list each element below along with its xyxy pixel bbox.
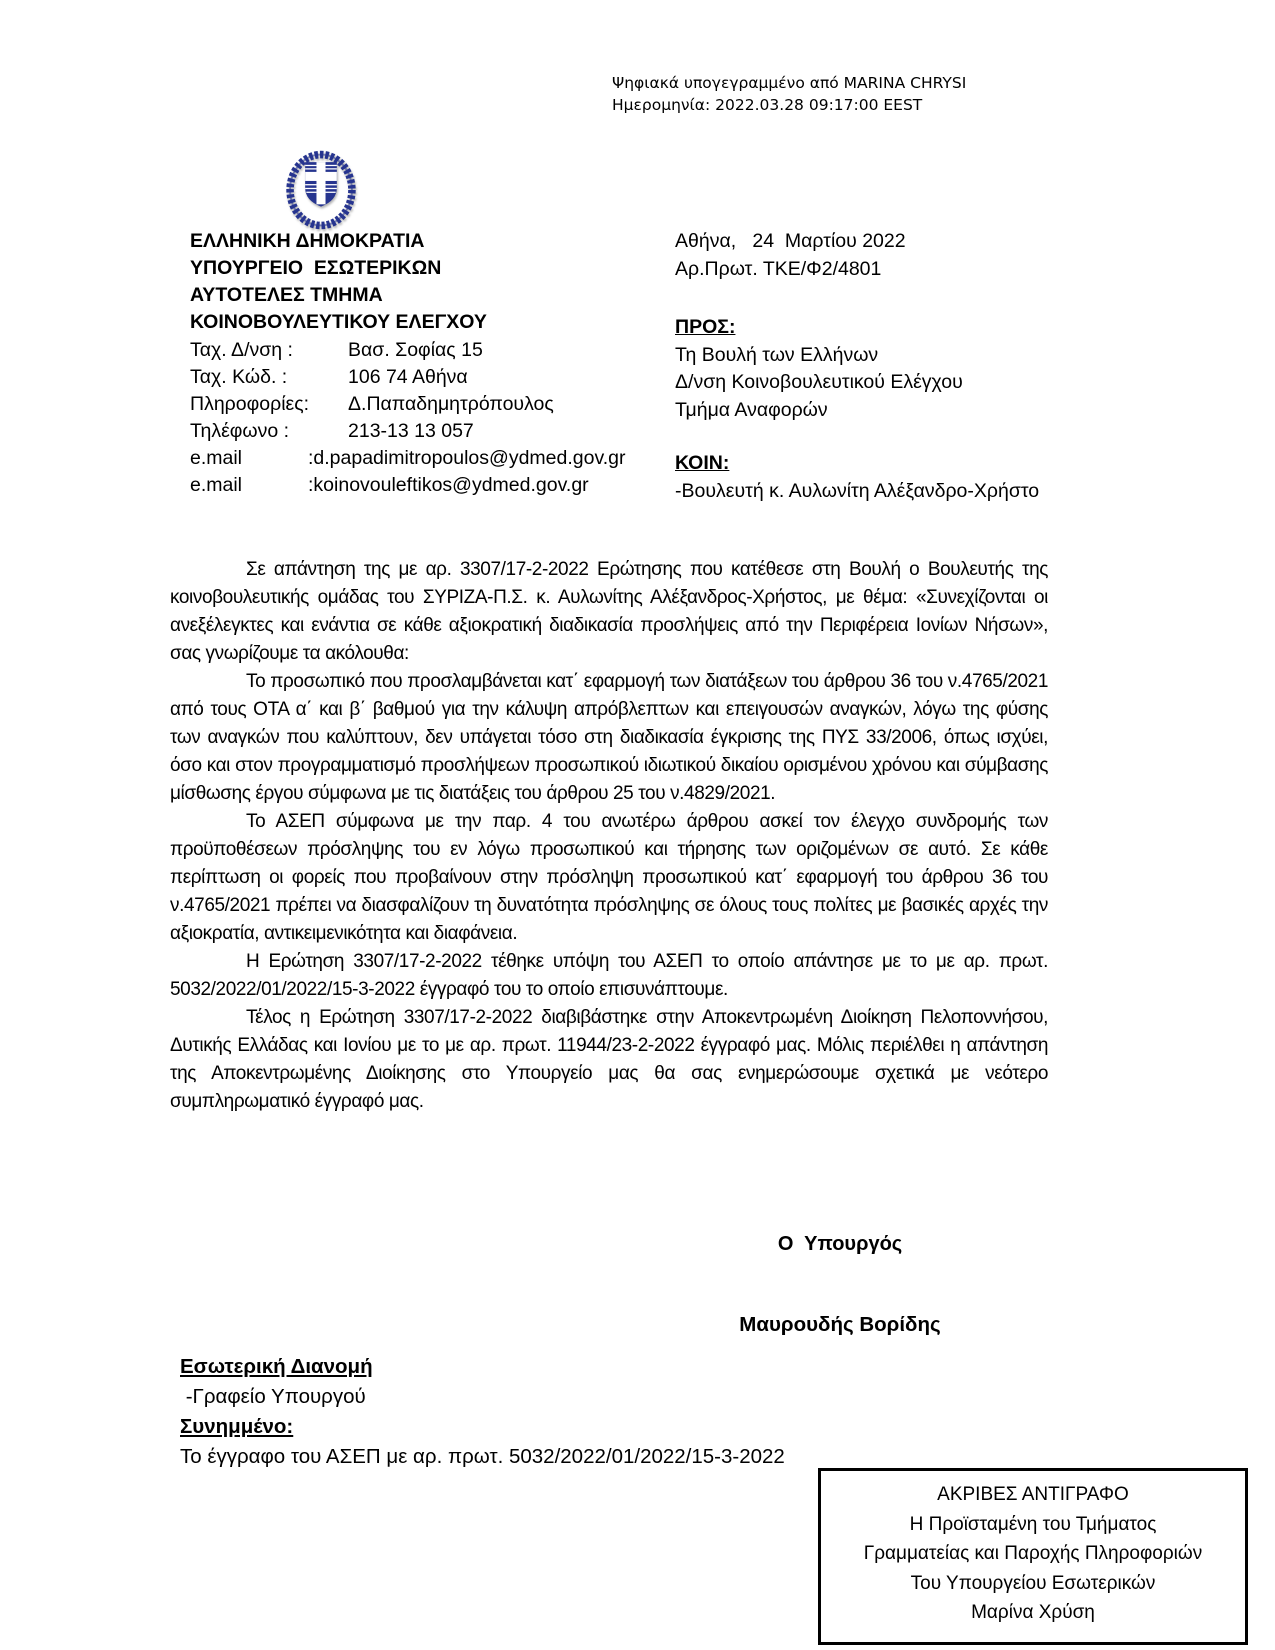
contact-label: Πληροφορίες: [190, 393, 310, 415]
date-line: Αθήνα, 24 Μαρτίου 2022 [675, 230, 906, 252]
contact-row-postal-code [190, 364, 660, 391]
contact-label: Ταχ. Δ/νση : [190, 339, 293, 361]
digital-signature-line: Ψηφιακά υπογεγραμμένο από MARINA CHRYSI [612, 74, 967, 92]
org-line-division: ΚΟΙΝΟΒΟΥΛΕΥΤΙΚΟΥ ΕΛΕΓΧΟΥ [190, 311, 487, 333]
signoff-title: Ο Υπουργός [777, 1233, 903, 1255]
cc-line: -Βουλευτή κ. Αυλωνίτη Αλέξανδρο-Χρήστο [675, 479, 1040, 502]
certified-copy-title: ΑΚΡΙΒΕΣ ΑΝΤΙΓΡΑΦΟ [937, 1484, 1129, 1505]
org-line-republic: ΕΛΛΗΝΙΚΗ ΔΗΜΟΚΡΑΤΙΑ [190, 230, 425, 252]
contact-value: Βασ. Σοφίας 15 [348, 339, 483, 361]
body-paragraph: Το προσωπικό που προσλαμβάνεται κατ΄ εφαρμογή των διατάξεων του άρθρου 36 του ν.4765/2021 από τους ΟΤΑ α΄ και β΄ βαθμού για την κάλυψη απρόβλεπτων και επειγουσών αναγκών, λόγω της φύσης των αναγκών που καλύπτουν, δεν υπάγεται τόσο στη διαδικασία έγκρισης της ΠΥΣ 33/2006, όπως ισχύει, όσο και στον προγραμματισμό προσλήψεων προσωπικού ιδιωτικού δικαίου ορισμένου χρόνου και σύμβασης μίσθωσης έργου σύμφωνα με τις διατάξεις του άρθρου 25 του ν.4829/2021. [170, 671, 1048, 804]
signoff-name: Μαυρουδής Βορίδης [739, 1313, 941, 1336]
org-line-ministry: ΥΠΟΥΡΓΕΙΟ ΕΣΩΤΕΡΙΚΩΝ [190, 257, 442, 279]
contact-row-email-2 [190, 472, 660, 499]
to-label: ΠΡΟΣ: [675, 316, 736, 338]
footer-left-block [180, 1352, 785, 1472]
body-paragraph: Η Ερώτηση 3307/17-2-2022 τέθηκε υπόψη του ΑΣΕΠ το οποίο απάντησε με το με αρ. πρωτ. 5032/2022/01/2022/15-3-2022 έγγραφό του το οποίο επισυνάπτουμε. [170, 951, 1048, 1000]
letter-body [170, 556, 1048, 1116]
contact-value: :koinovouleftikos@ydmed.gov.gr [308, 474, 589, 496]
contact-info [190, 337, 660, 499]
contact-row-email-1 [190, 445, 660, 472]
contact-label: Ταχ. Κώδ. : [190, 366, 288, 388]
contact-value: Δ.Παπαδημητρόπουλος [348, 393, 554, 415]
certifier-role-line: Του Υπουργείου Εσωτερικών [910, 1572, 1156, 1594]
internal-distribution-label: Εσωτερική Διανομή [180, 1355, 373, 1378]
contact-label: Τηλέφωνο : [190, 420, 290, 442]
letterhead-block [190, 228, 660, 499]
to-line: Τη Βουλή των Ελλήνων [675, 343, 879, 366]
contact-row-address [190, 337, 660, 364]
to-line: Τμήμα Αναφορών [675, 398, 828, 421]
contact-value: 106 74 Αθήνα [348, 366, 468, 388]
recipient-cc-section [675, 450, 1105, 505]
certified-copy-box [818, 1468, 1248, 1645]
body-paragraph: Σε απάντηση της με αρ. 3307/17-2-2022 Ερώτησης που κατέθεσε στη Βουλή ο Βουλευτής της κοινοβουλευτικής ομάδας του ΣΥΡΙΖΑ-Π.Σ. κ. Αυλωνίτης Αλέξανδρος-Χρήστος, με θέμα: «Συνεχίζονται οι ανεξέλεγκτες και ενάντια σε κάθε αξιοκρατική διαδικασία προσλήψεις από την Περιφέρεια Ιονίων Νήσων», σας γνωρίζουμε τα ακόλουθα: [170, 559, 1048, 664]
contact-row-information [190, 391, 660, 418]
contact-row-telephone [190, 418, 660, 445]
attachment-label: Συνημμένο: [180, 1415, 294, 1438]
cc-label: ΚΟΙΝ: [675, 452, 730, 474]
contact-value: 213-13 13 057 [348, 420, 474, 442]
recipient-to-section [675, 314, 1105, 424]
attachment-text: Το έγγραφο του ΑΣΕΠ με αρ. πρωτ. 5032/2022/01/2022/15-3-2022 [180, 1445, 785, 1468]
internal-distribution-item: -Γραφείο Υπουργού [180, 1385, 366, 1408]
certifier-role-line: Γραμματείας και Παροχής Πληροφοριών [863, 1543, 1203, 1564]
body-paragraph: Τέλος η Ερώτηση 3307/17-2-2022 διαβιβάστηκε στην Αποκεντρωμένη Διοίκηση Πελοποννήσου, Δυτικής Ελλάδας και Ιονίου με το με αρ. πρωτ. 11944/23-2-2022 έγγραφό μας. Μόλις περιέλθει η απάντηση της Αποκεντρωμένης Διοίκησης στο Υπουργείο μας θα σας ενημερώσουμε σχετικά με νεότερο συμπληρωματικό έγγραφό μας. [170, 1007, 1048, 1112]
reference-block [675, 228, 1105, 505]
greek-coat-of-arms-icon [283, 147, 359, 233]
digital-signature-date: Ημερομηνία: 2022.03.28 09:17:00 EEST [612, 96, 923, 114]
contact-value: :d.papadimitropoulos@ydmed.gov.gr [308, 447, 626, 469]
org-line-department: ΑΥΤΟΤΕΛΕΣ ΤΜΗΜΑ [190, 284, 383, 306]
protocol-number: Αρ.Πρωτ. ΤΚΕ/Φ2/4801 [675, 257, 882, 280]
contact-label: e.mail [190, 447, 243, 469]
digital-signature-stamp [612, 72, 966, 116]
contact-label: e.mail [190, 474, 243, 496]
to-line: Δ/νση Κοινοβουλευτικού Ελέγχου [675, 371, 963, 393]
certifier-name: Μαρίνα Χρύση [971, 1602, 1095, 1623]
certifier-role-line: Η Προϊσταμένη του Τμήματος [909, 1513, 1157, 1535]
body-paragraph: Το ΑΣΕΠ σύμφωνα με την παρ. 4 του ανωτέρω άρθρου ασκεί τον έλεγχο συνδρομής των προϋποθέσεων πρόσληψης του εν λόγω προσωπικού και τήρησης των οριζομένων σε αυτό. Σε κάθε περίπτωση οι φορείς που προβαίνουν στην πρόσληψη προσωπικού κατ΄ εφαρμογή του άρθρου 36 του ν.4765/2021 πρέπει να διασφαλίζουν τη δυνατότητα πρόσληψης σε όλους τους πολίτες με βασικές αρχές την αξιοκρατία, αντικειμενικότητα και διαφάνεια. [170, 811, 1048, 944]
